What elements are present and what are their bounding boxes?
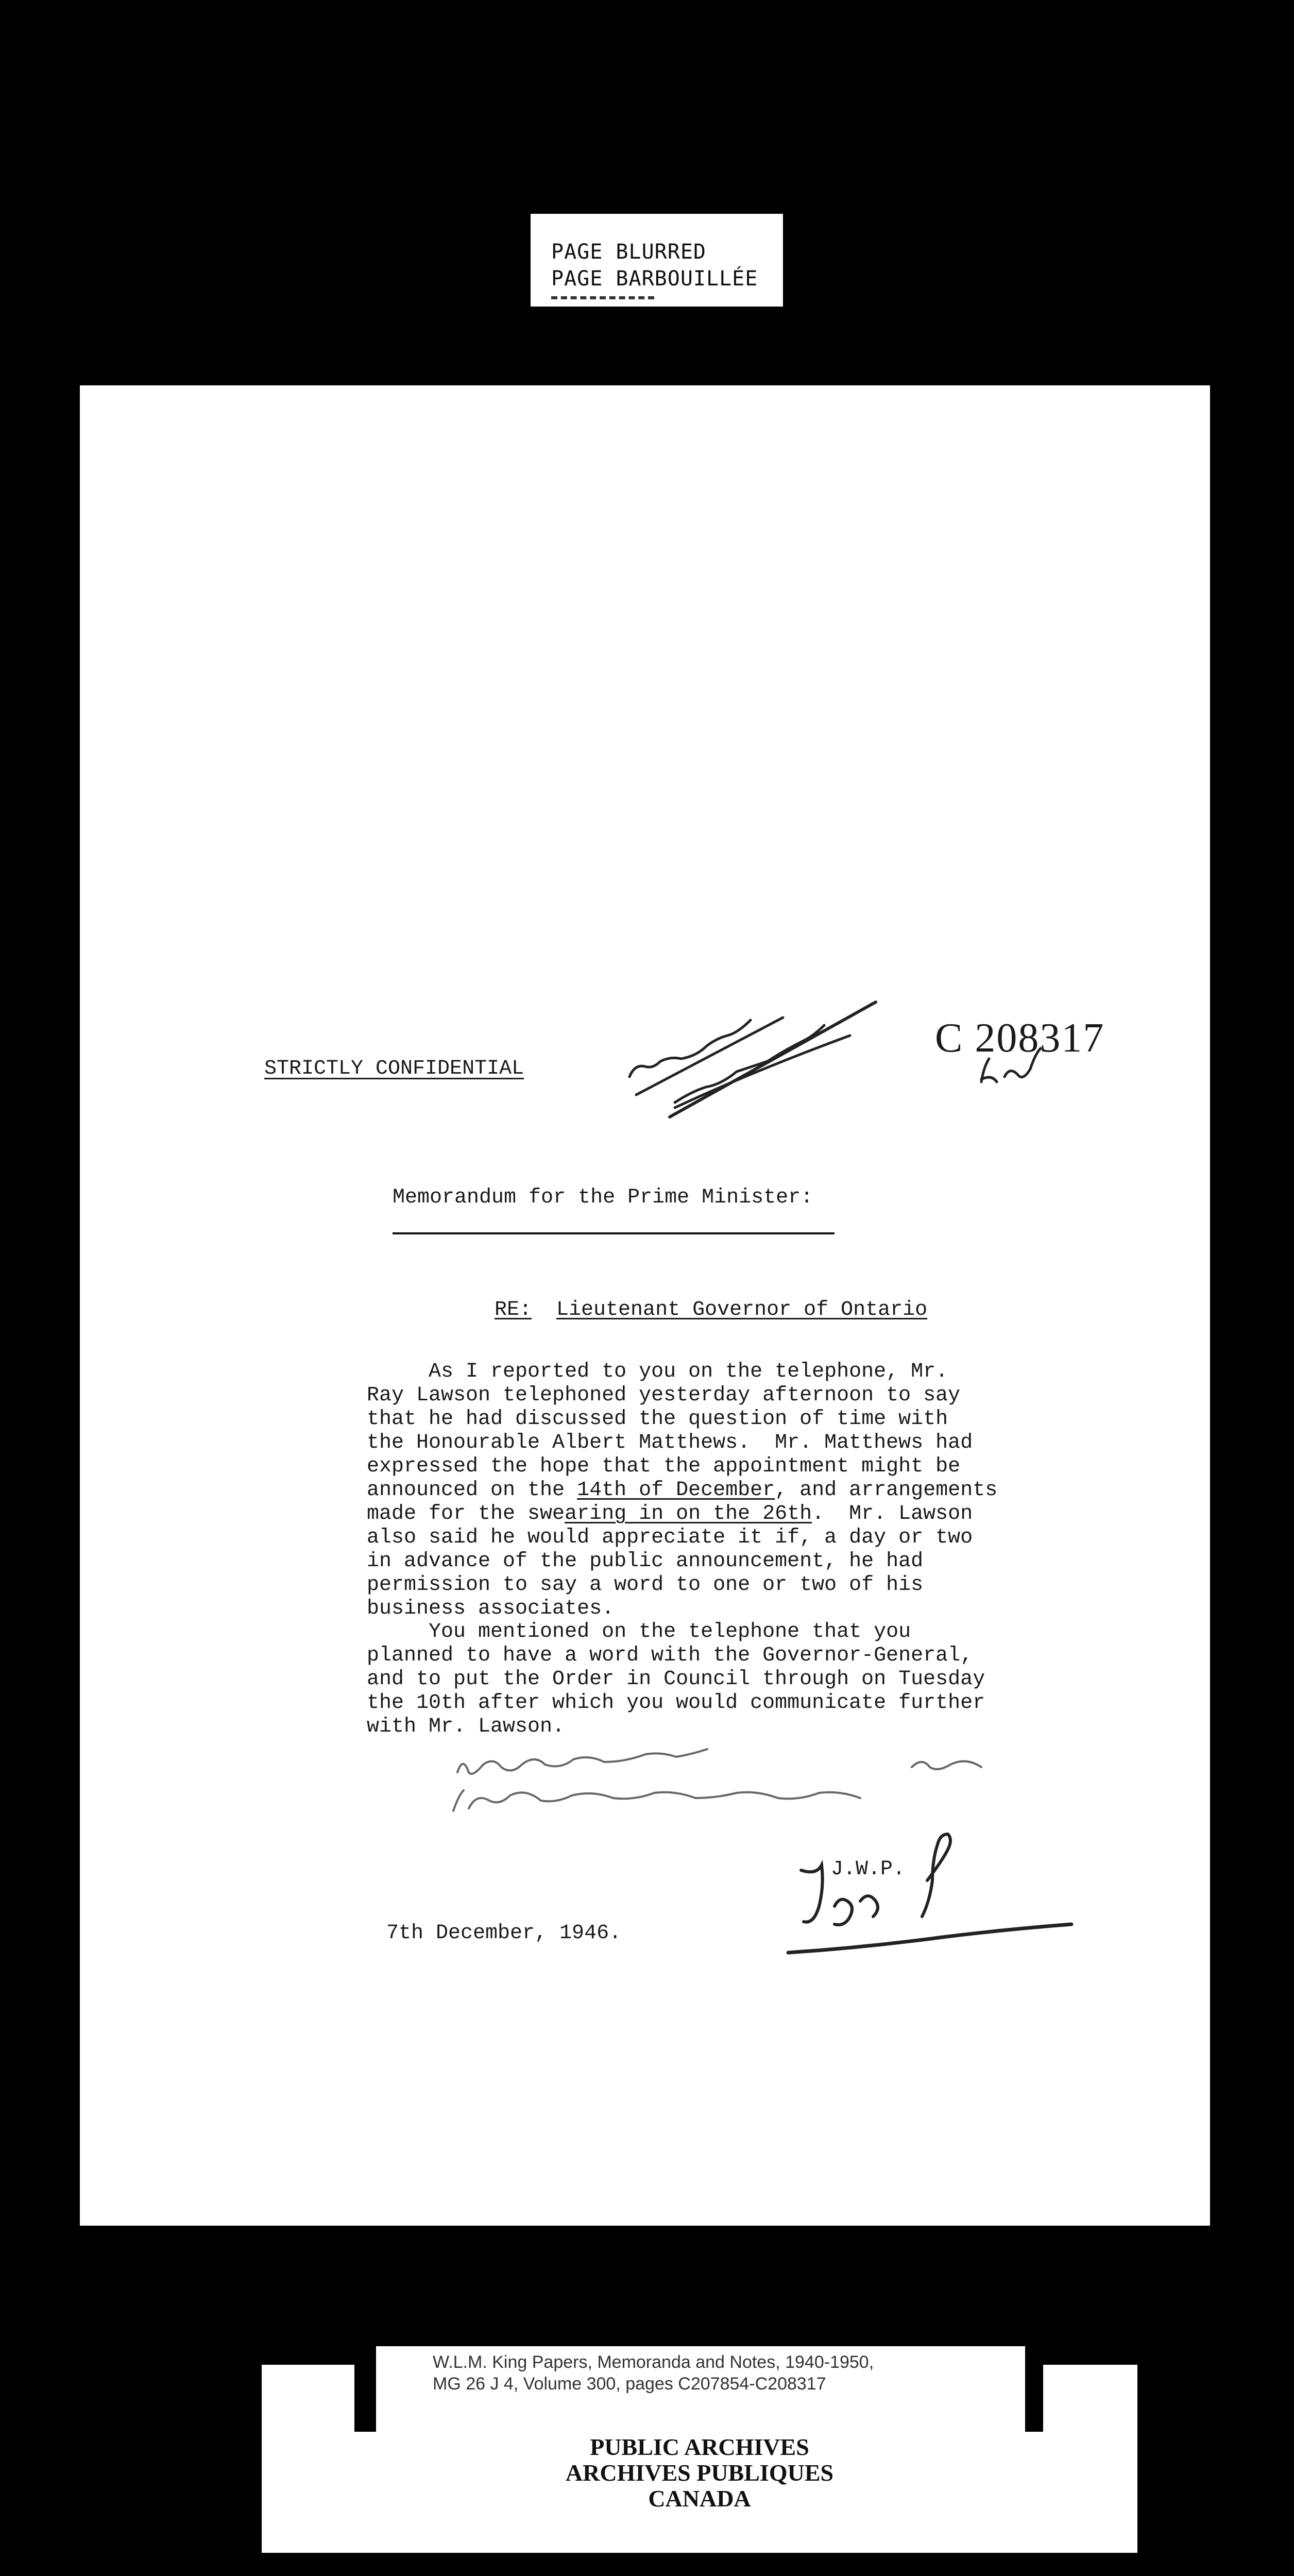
stamp-line: PUBLIC ARCHIVES	[590, 2434, 809, 2460]
para2-line: planned to have a word with the Governor-General,	[367, 1644, 973, 1667]
stamp-line: CANADA	[648, 2485, 751, 2512]
text-run: announced on the	[367, 1479, 577, 1502]
para2-line: with Mr. Lawson.	[367, 1715, 565, 1738]
para1-line: also said he would appreciate it if, a day or two	[367, 1526, 973, 1549]
confidential-heading: STRICTLY CONFIDENTIAL	[264, 1057, 524, 1080]
para1-line: permission to say a word to one or two of his	[367, 1573, 924, 1597]
card-notch-left	[354, 2349, 376, 2432]
card-notch-right	[1025, 2349, 1043, 2432]
para1-line: Ray Lawson telephoned yesterday afternoon to say	[367, 1384, 961, 1407]
underlined-date: 14th of December	[577, 1479, 775, 1502]
stamp-line: ARCHIVES PUBLIQUES	[565, 2460, 834, 2486]
re-label: RE:	[495, 1298, 532, 1321]
para1-line: business associates.	[367, 1597, 615, 1620]
para1-line: in advance of the public announcement, he had	[367, 1550, 924, 1573]
text-run: made for the swe	[367, 1502, 565, 1526]
para1-line: As I reported to you on the telephone, Mr.	[367, 1360, 948, 1383]
file-number-stamp: C 208317	[935, 1015, 1105, 1061]
typed-initials: J.W.P.	[831, 1858, 906, 1881]
blurred-label-fr: PAGE BARBOUILLÉE	[551, 267, 758, 291]
para1-line: that he had discussed the question of time with	[367, 1408, 948, 1431]
blurred-label-en: PAGE BLURRED	[551, 240, 706, 264]
underlined-swearing-in: aring in on the 26th	[565, 1502, 812, 1526]
para2-line: and to put the Order in Council through on Tuesday	[367, 1668, 985, 1691]
handwritten-signature	[788, 1834, 1071, 1953]
para2-line: You mentioned on the telephone that you	[367, 1620, 911, 1643]
handwritten-file-mark	[981, 1048, 1041, 1082]
para2-line: the 10th after which you would communicate further	[367, 1691, 985, 1715]
para1-line: the Honourable Albert Matthews. Mr. Matthews had	[367, 1431, 973, 1454]
para1-line: expressed the hope that the appointment might be	[367, 1455, 961, 1478]
archive-reference	[376, 2346, 1025, 2408]
re-subject: Lieutenant Governor of Ontario	[556, 1298, 928, 1321]
archive-ref-line: W.L.M. King Papers, Memoranda and Notes, 1940-1950,	[433, 2352, 874, 2372]
text-run: , and arrangements	[775, 1479, 998, 1502]
public-archives-stamp	[262, 2434, 1137, 2512]
text-run: . Mr. Lawson	[812, 1502, 973, 1526]
memo-title: Memorandum for the Prime Minister:	[393, 1186, 813, 1209]
handwritten-marginal-note	[453, 1749, 981, 1811]
memo-date: 7th December, 1946.	[386, 1922, 622, 1945]
handwritten-council-note	[629, 1002, 876, 1117]
archive-ref-line: MG 26 J 4, Volume 300, pages C207854-C208317	[433, 2374, 826, 2394]
